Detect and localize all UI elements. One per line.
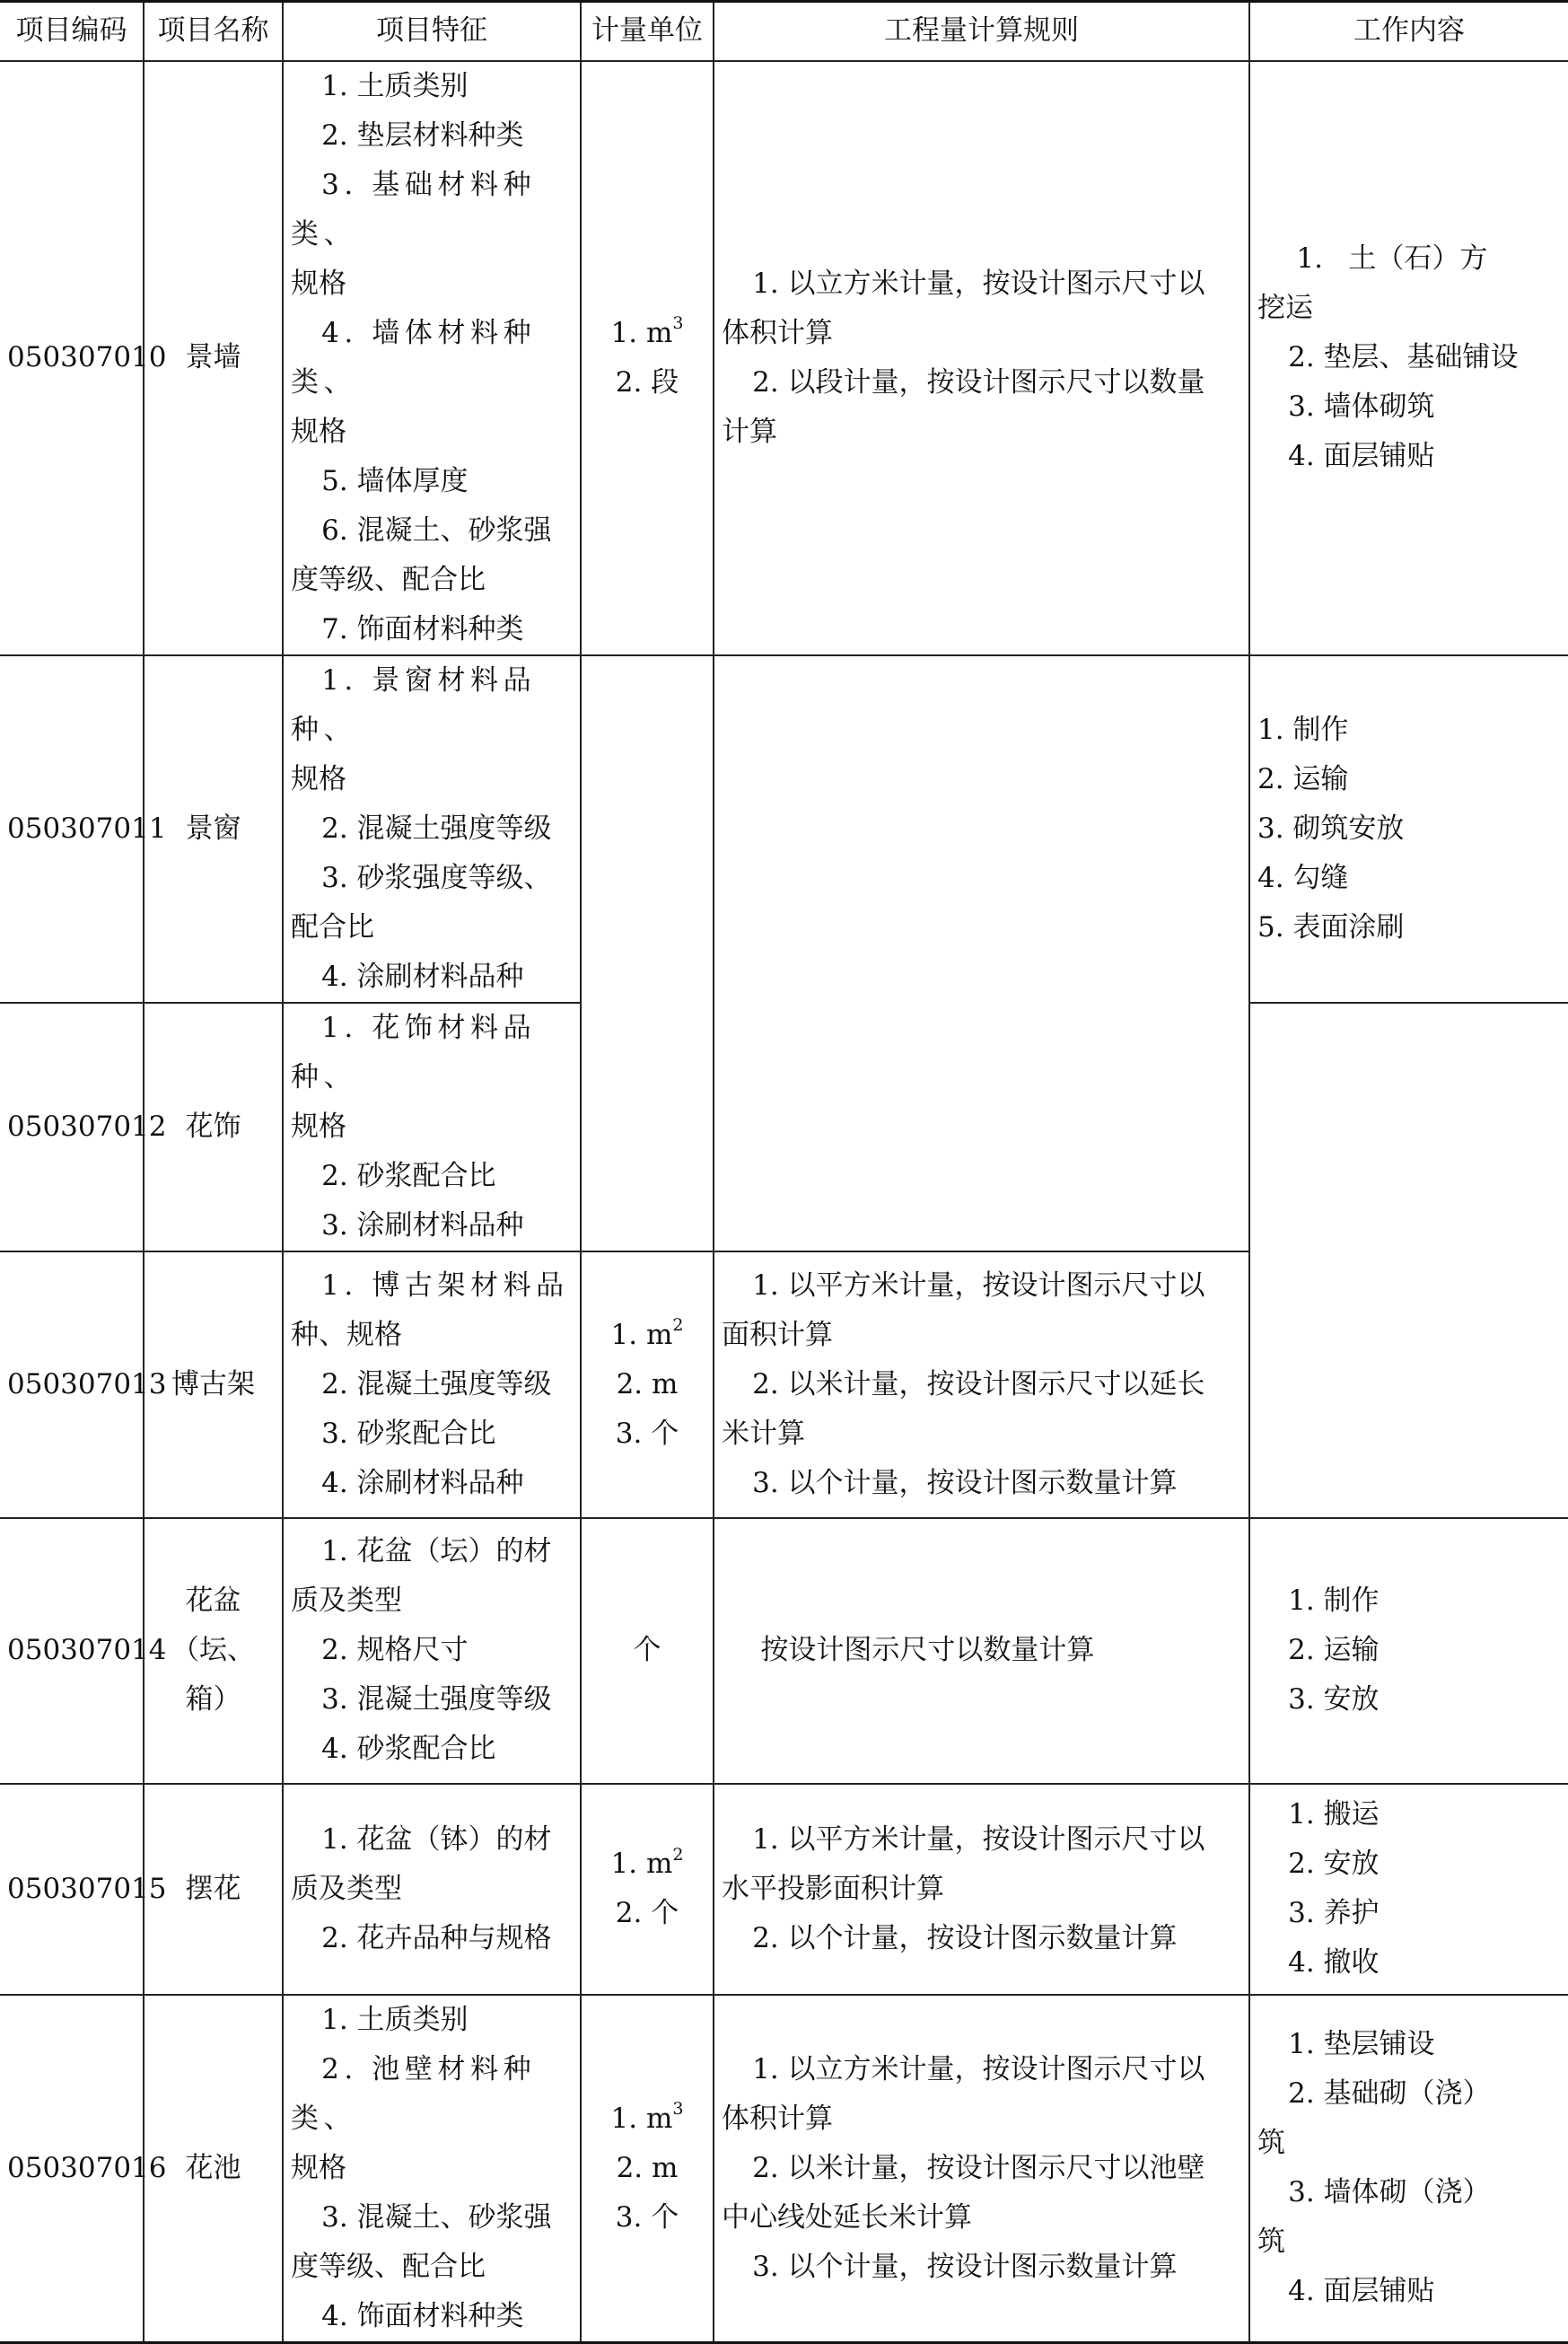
table-row <box>0 1995 1568 2343</box>
rule-line: 体积计算 <box>722 2102 833 2135</box>
feature-line: 3. 混凝土强度等级 <box>321 1683 552 1716</box>
item-code: 050307013 <box>0 1251 144 1518</box>
header-unit: 计量单位 <box>581 2 714 61</box>
item-work <box>1249 1784 1568 1995</box>
work-line: 3. 砌筑安放 <box>1257 812 1405 845</box>
feature-line: 2. 砂浆配合比 <box>321 1159 496 1192</box>
feature-line: 3. 基础材料种类、 <box>291 168 537 250</box>
item-work <box>1249 655 1568 1003</box>
item-code: 050307012 <box>0 1003 144 1251</box>
table-row <box>0 1518 1568 1784</box>
item-name: 花池 <box>144 1995 283 2343</box>
feature-line: 1. 土质类别 <box>321 2003 469 2036</box>
unit-line: 2. 个 <box>615 1897 679 1929</box>
item-rule <box>714 1251 1249 1518</box>
item-code: 050307015 <box>0 1784 144 1995</box>
item-unit <box>581 1784 714 1995</box>
header-row <box>0 2 1568 61</box>
item-features <box>283 1251 581 1518</box>
unit-line: 1. $m^3$ <box>610 313 684 349</box>
work-line: 3. 墙体砌筑 <box>1288 391 1435 423</box>
feature-line: 6. 混凝土、砂浆强 <box>321 514 552 547</box>
work-line: 1. 制作 <box>1288 1585 1380 1617</box>
header-rule: 工程量计算规则 <box>714 2 1249 61</box>
item-name: 花饰 <box>144 1003 283 1251</box>
work-line: 3. 墙体砌（浇） <box>1288 2176 1491 2208</box>
unit-line: 3. 个 <box>615 2200 679 2234</box>
rule-line: 1. 以立方米计量，按设计图示尺寸以 <box>752 267 1205 300</box>
feature-line: 2. 规格尺寸 <box>321 1634 469 1666</box>
feature-line: 度等级、配合比 <box>291 563 486 596</box>
table-row <box>0 1784 1568 1995</box>
work-line: 1. 制作 <box>1257 713 1349 746</box>
feature-line: 规格 <box>291 1110 346 1143</box>
feature-line: 4. 涂刷材料品种 <box>321 1466 524 1499</box>
work-line: 筑 <box>1257 2225 1285 2258</box>
feature-line: 3. 砂浆强度等级、 <box>321 861 552 894</box>
work-line: 5. 表面涂刷 <box>1257 910 1405 944</box>
work-line: 挖运 <box>1257 292 1313 324</box>
rule-line: 中心线处延长米计算 <box>722 2200 972 2234</box>
feature-line: 1. 花盆（钵）的材 <box>321 1822 552 1856</box>
item-name: 摆花 <box>144 1784 283 1995</box>
item-name: 景窗 <box>144 655 283 1003</box>
feature-line: 度等级、配合比 <box>291 2250 486 2283</box>
feature-line: 1. 土质类别 <box>321 69 469 102</box>
rule-line: 1. 以平方米计量，按设计图示尺寸以 <box>752 1822 1205 1856</box>
work-line: 3. 安放 <box>1288 1683 1380 1716</box>
rule-line: 米计算 <box>722 1417 805 1450</box>
item-rule <box>714 1518 1249 1784</box>
work-line: 4. 面层铺贴 <box>1288 2275 1435 2307</box>
rule-line: 2. 以米计量，按设计图示尺寸以延长 <box>752 1367 1205 1400</box>
unit-line: 3. 个 <box>615 1417 679 1450</box>
feature-line: 规格 <box>291 2151 346 2184</box>
item-work <box>1249 1995 1568 2343</box>
item-features <box>283 1518 581 1784</box>
unit-line: 2. m <box>616 1367 679 1400</box>
feature-line: 质及类型 <box>291 1585 402 1617</box>
feature-line: 2. 池壁材料种类、 <box>291 2052 537 2135</box>
header-code: 项目编码 <box>0 2 144 61</box>
feature-line: 1. 景窗材料品种、 <box>291 663 537 746</box>
item-rule <box>714 61 1249 655</box>
feature-line: 3. 砂浆配合比 <box>321 1417 496 1450</box>
item-unit <box>581 1995 714 2343</box>
rule-line: 1. 以平方米计量，按设计图示尺寸以 <box>752 1269 1205 1302</box>
item-work-shared <box>1249 1003 1568 1518</box>
item-work <box>1249 1518 1568 1784</box>
unit-line: 2. 段 <box>615 365 679 399</box>
feature-line: 2. 混凝土强度等级 <box>321 812 552 845</box>
work-line: 1. 搬运 <box>1288 1798 1380 1830</box>
item-rule <box>714 1995 1249 2343</box>
feature-line: 1. 花盆（坛）的材 <box>321 1535 552 1567</box>
item-features <box>283 1995 581 2343</box>
header-features: 项目特征 <box>283 2 581 61</box>
work-line: 2. 垫层、基础铺设 <box>1288 341 1519 373</box>
feature-line: 规格 <box>291 762 346 795</box>
work-line: 3. 养护 <box>1288 1897 1380 1929</box>
feature-line: 3. 涂刷材料品种 <box>321 1208 524 1242</box>
unit-line: 1. $m^2$ <box>610 1844 684 1880</box>
feature-line: 4. 砂浆配合比 <box>321 1733 496 1765</box>
item-unit <box>581 1251 714 1518</box>
table-row <box>0 61 1568 655</box>
feature-line: 规格 <box>291 415 346 448</box>
work-line: 2. 运输 <box>1257 762 1349 795</box>
feature-line: 7. 饰面材料种类 <box>321 612 524 645</box>
item-code: 050307016 <box>0 1995 144 2343</box>
work-line: 4. 面层铺贴 <box>1288 440 1435 472</box>
header-work: 工作内容 <box>1249 2 1568 61</box>
work-line: 2. 基础砌（浇） <box>1288 2077 1491 2110</box>
item-name: 博古架 <box>144 1251 283 1518</box>
item-name: 景墙 <box>144 61 283 655</box>
item-unit-shared <box>581 655 714 1251</box>
feature-line: 2. 垫层材料种类 <box>321 119 524 152</box>
item-unit: 个 <box>581 1518 714 1784</box>
item-name-line: 花盆 <box>185 1585 241 1617</box>
feature-line: 5. 墙体厚度 <box>321 464 469 497</box>
feature-line: 3. 混凝土、砂浆强 <box>321 2200 552 2234</box>
feature-line: 配合比 <box>291 910 374 944</box>
rule-line: 面积计算 <box>722 1318 833 1351</box>
rule-line: 按设计图示尺寸以数量计算 <box>760 1634 1095 1666</box>
work-line: 4. 勾缝 <box>1257 861 1349 894</box>
feature-line: 质及类型 <box>291 1872 402 1905</box>
unit-line: 1. $m^3$ <box>610 2099 684 2135</box>
rule-line: 3. 以个计量，按设计图示数量计算 <box>752 1466 1178 1499</box>
feature-line: 1. 花饰材料品种、 <box>291 1011 537 1093</box>
table-row <box>0 655 1568 1003</box>
feature-line: 1. 博古架材料品 <box>321 1269 569 1302</box>
work-line: 1. 土（石）方 <box>1296 242 1488 275</box>
item-code: 050307010 <box>0 61 144 655</box>
feature-line: 4. 饰面材料种类 <box>321 2299 524 2332</box>
work-line: 2. 运输 <box>1288 1634 1380 1666</box>
item-unit <box>581 61 714 655</box>
item-features <box>283 61 581 655</box>
feature-line: 4. 墙体材料种类、 <box>291 316 537 399</box>
work-line: 筑 <box>1257 2127 1285 2159</box>
rule-line: 2. 以段计量，按设计图示尺寸以数量 <box>752 365 1205 399</box>
item-code: 050307014 <box>0 1518 144 1784</box>
feature-line: 规格 <box>291 267 346 300</box>
feature-line: 种、规格 <box>291 1318 402 1351</box>
feature-line: 2. 混凝土强度等级 <box>321 1367 552 1400</box>
rule-line: 2. 以个计量，按设计图示数量计算 <box>752 1921 1178 1954</box>
item-name-line: （坛、箱） <box>171 1634 255 1716</box>
feature-line: 4. 涂刷材料品种 <box>321 960 524 993</box>
feature-line: 2. 花卉品种与规格 <box>321 1921 552 1954</box>
item-features <box>283 1003 581 1251</box>
item-features <box>283 1784 581 1995</box>
rule-line: 2. 以米计量，按设计图示尺寸以池壁 <box>752 2151 1205 2184</box>
work-line: 4. 撤收 <box>1288 1946 1380 1979</box>
item-rule-shared <box>714 655 1249 1251</box>
rule-line: 计算 <box>722 415 777 448</box>
item-code: 050307011 <box>0 655 144 1003</box>
unit-line: 2. m <box>616 2151 679 2184</box>
item-features <box>283 655 581 1003</box>
header-name: 项目名称 <box>144 2 283 61</box>
rule-line: 3. 以个计量，按设计图示数量计算 <box>752 2250 1178 2283</box>
work-line: 2. 安放 <box>1288 1848 1380 1880</box>
unit-line: 1. $m^2$ <box>610 1315 684 1351</box>
rule-line: 体积计算 <box>722 316 833 349</box>
rule-line: 水平投影面积计算 <box>722 1872 944 1905</box>
work-line: 1. 垫层铺设 <box>1288 2028 1435 2060</box>
item-work <box>1249 61 1568 655</box>
rule-line: 1. 以立方米计量，按设计图示尺寸以 <box>752 2052 1205 2085</box>
item-rule <box>714 1784 1249 1995</box>
